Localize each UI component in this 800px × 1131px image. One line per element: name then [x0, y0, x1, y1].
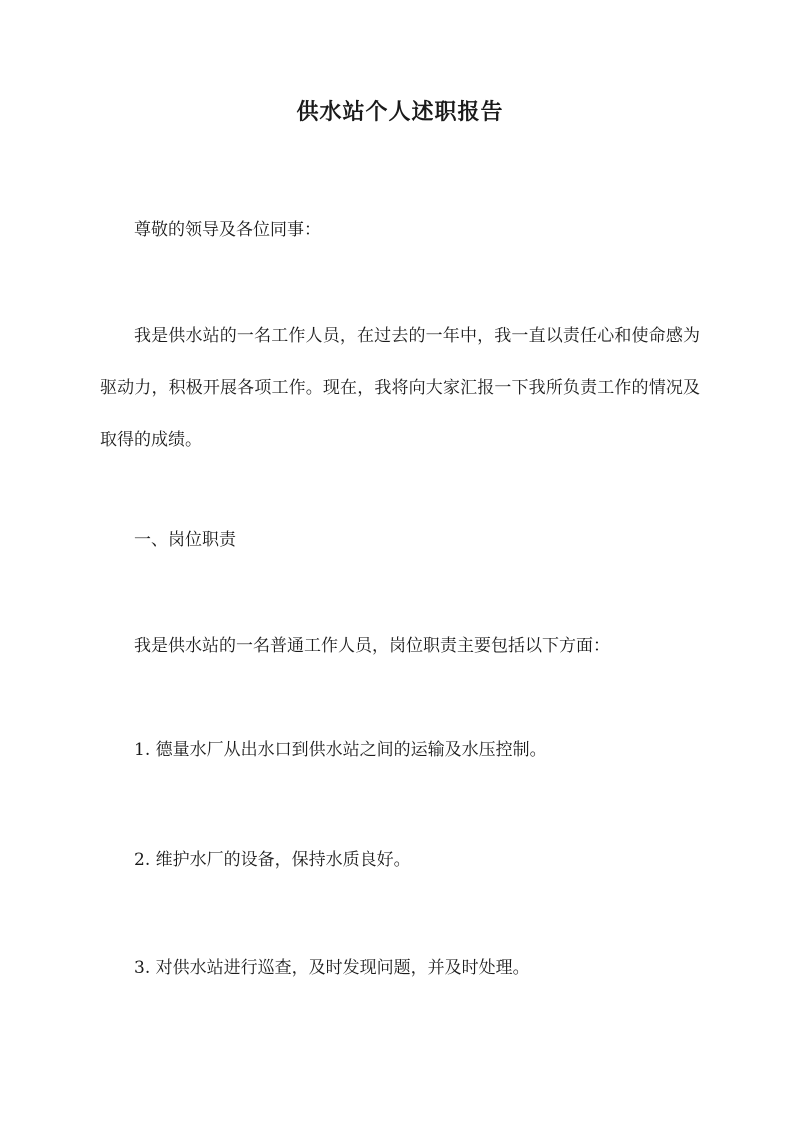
section-lead: 我是供水站的一名普通工作人员，岗位职责主要包括以下方面：	[134, 636, 610, 656]
list-item: 2. 维护水厂的设备，保持水质良好。	[134, 850, 411, 870]
section-heading: 一、岗位职责	[134, 530, 236, 550]
intro-paragraph: 我是供水站的一名工作人员，在过去的一年中，我一直以责任心和使命感为驱动力，积极开展各项工作。现在，我将向大家汇报一下我所负责工作的情况及取得的成绩。	[100, 326, 700, 450]
list-item: 1. 德量水厂从出水口到供水站之间的运输及水压控制。	[134, 740, 547, 760]
list-item: 3. 对供水站进行巡查，及时发现问题，并及时处理。	[134, 958, 530, 978]
page-title: 供水站个人述职报告	[296, 99, 504, 125]
salutation: 尊敬的领导及各位同事：	[134, 220, 321, 240]
